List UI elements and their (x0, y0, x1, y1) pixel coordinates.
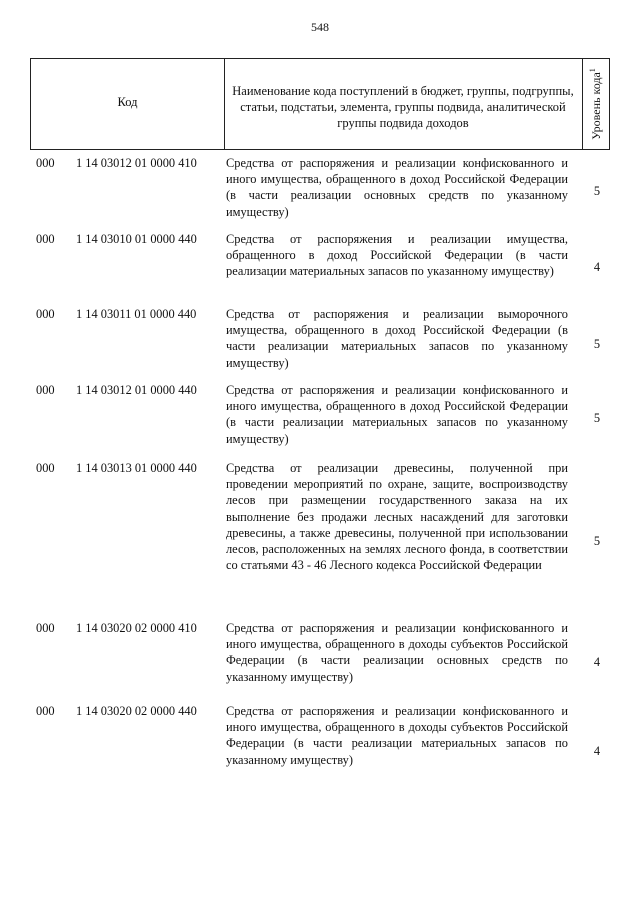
header-name-label: Наименование кода поступлений в бюджет, группы, подгруппы, статьи, подстатьи, элемента, группы подвида, аналитической группы подвида доходов (232, 84, 574, 130)
header-code-label: Код (117, 95, 138, 109)
page-number: 548 (311, 20, 329, 34)
header-level-label-wrap (588, 68, 604, 140)
header-name-column (224, 59, 583, 149)
admin-code: 000 (36, 383, 55, 397)
income-code: 1 14 03013 01 0000 440 (76, 461, 197, 475)
header-code-column (31, 59, 225, 149)
income-description: Средства от распоряжения и реализации конфискованного и иного имущества, обращенного в доход Российской Федерации (в части реализации основных средств по указанному имуществу) (226, 156, 568, 219)
income-description: Средства от распоряжения и реализации выморочного имущества, обращенного в доход Российской Федерации (в части реализации материальных запасов по указанному имуществу) (226, 307, 568, 370)
header-level-column (582, 59, 609, 149)
income-description: Средства от распоряжения и реализации имущества, обращенного в доход Российской Федерации (в части реализации материальных запасов по указанному имуществу) (226, 232, 568, 279)
income-description: Средства от реализации древесины, полученной при проведении мероприятий по охране, защите, воспроизводству лесов при размещении государственного заказа на их выполнение без продажи лесных насаждений для заготовки древесины, а также древесины, полученной при использовании лесов, расположенных на землях лесного фонда, в соответствии со статьями 43 - 46 Лесного кодекса Российской Федерации (226, 461, 568, 573)
income-description: Средства от распоряжения и реализации конфискованного и иного имущества, обращенного в доходы субъектов Российской Федерации (в части реализации материальных запасов по указанному имуществу) (226, 704, 568, 767)
income-code: 1 14 03010 01 0000 440 (76, 232, 197, 246)
code-level: 5 (593, 184, 601, 198)
code-level: 5 (593, 534, 601, 548)
code-level: 4 (593, 744, 601, 758)
code-level: 4 (593, 260, 601, 274)
income-code: 1 14 03012 01 0000 410 (76, 156, 197, 170)
table-header (30, 58, 610, 150)
admin-code: 000 (36, 232, 55, 246)
admin-code: 000 (36, 621, 55, 635)
code-level: 5 (593, 411, 601, 425)
header-level-footnote: 1 (587, 68, 597, 73)
code-level: 5 (593, 337, 601, 351)
admin-code: 000 (36, 156, 55, 170)
header-level-label: Уровень кода (588, 72, 603, 140)
income-code: 1 14 03020 02 0000 410 (76, 621, 197, 635)
admin-code: 000 (36, 307, 55, 321)
income-code: 1 14 03011 01 0000 440 (76, 307, 197, 321)
admin-code: 000 (36, 461, 55, 475)
income-code: 1 14 03012 01 0000 440 (76, 383, 197, 397)
admin-code: 000 (36, 704, 55, 718)
income-description: Средства от распоряжения и реализации конфискованного и иного имущества, обращенного в доход Российской Федерации (в части реализации материальных запасов по указанному имуществу) (226, 383, 568, 446)
income-description: Средства от распоряжения и реализации конфискованного и иного имущества, обращенного в доходы субъектов Российской Федерации (в части реализации основных средств по указанному имуществу) (226, 621, 568, 684)
income-code: 1 14 03020 02 0000 440 (76, 704, 197, 718)
code-level: 4 (593, 655, 601, 669)
